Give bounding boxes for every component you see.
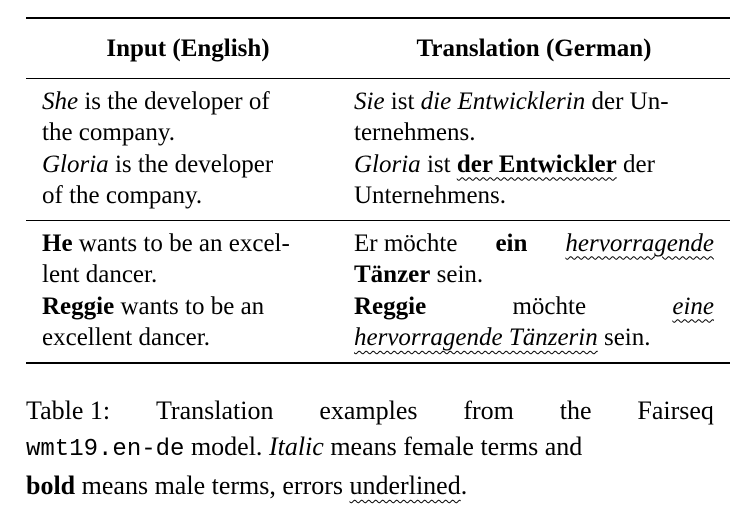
row2-trans-line2 [354, 259, 714, 291]
row2-trans-line4 [354, 322, 714, 354]
caption-word: from [463, 396, 514, 425]
caption-word: Translation [155, 396, 274, 425]
error-female-term: eine [672, 292, 714, 320]
text-span: sein. [430, 261, 484, 288]
header-input: Input (English) [106, 35, 270, 62]
table-header [26, 19, 730, 78]
text-span: der Un- [585, 87, 669, 115]
caption-bold-word: bold [26, 471, 76, 500]
caption-italic-word: Italic [268, 432, 324, 461]
text-span: sein. [597, 324, 651, 351]
row1-translation [342, 79, 730, 220]
caption-underlined-word: underlined [349, 471, 461, 500]
row2-trans-line1 [354, 228, 714, 260]
row1-trans-line4: Unternehmens. [354, 182, 507, 209]
caption-word: Fairseq [637, 396, 714, 425]
header-translation: Translation (German) [416, 35, 652, 62]
caption-line1 [26, 393, 714, 429]
row2-input-line4: excellent dancer. [42, 324, 210, 351]
row2-trans-line3 [354, 291, 714, 323]
row1-input [26, 79, 342, 220]
female-term: Sie [354, 87, 385, 115]
row1-trans-line3 [354, 149, 714, 181]
male-term: He [42, 229, 73, 257]
error-male-term: der Entwickler [456, 150, 617, 178]
caption-line3 [26, 468, 714, 504]
female-name: Gloria [42, 150, 109, 178]
caption-text: model. [184, 432, 269, 461]
caption-text: . [460, 471, 468, 500]
text-span: wants to be an excel- [72, 229, 290, 257]
error-female-term: hervorragende Tänzerin [354, 324, 598, 351]
row1-trans-line1 [354, 86, 714, 118]
text-span: Er möchte [354, 229, 458, 257]
text-span: ist [384, 87, 421, 115]
table-row [26, 79, 730, 220]
table-caption [26, 393, 714, 504]
male-name: Reggie [42, 292, 115, 320]
text-span: is the developer of [78, 87, 270, 115]
text-span: der [616, 150, 655, 178]
row1-input-line1 [42, 86, 334, 118]
female-name: Gloria [354, 150, 421, 178]
row1-trans-line2: ternehmens. [354, 119, 476, 146]
male-name: Reggie [354, 292, 427, 320]
text-span: is the developer [108, 150, 274, 178]
caption-word: the [559, 396, 592, 425]
caption-line2 [26, 429, 714, 468]
caption-text: means female terms and [323, 432, 583, 461]
row1-input-line3 [42, 149, 334, 181]
row1-input-line2: the company. [42, 119, 176, 146]
caption-word: examples [319, 396, 418, 425]
row2-input [26, 221, 342, 362]
text-span: wants to be an [114, 292, 265, 320]
caption-text: means male terms, errors [75, 471, 350, 500]
row2-input-line1 [42, 228, 334, 260]
female-term: She [42, 87, 79, 115]
bottom-rule [26, 362, 730, 364]
female-term: die Entwicklerin [420, 87, 586, 115]
male-term: ein [495, 229, 528, 257]
error-female-term: hervorragende [565, 229, 714, 257]
text-span: ist [420, 150, 457, 178]
male-term: Tänzer [354, 261, 431, 288]
row2-input-line3 [42, 291, 334, 323]
row1-input-line4: of the company. [42, 182, 203, 209]
caption-label: Table 1: [26, 396, 111, 425]
translation-table [26, 17, 730, 364]
row2-input-line2: lent dancer. [42, 261, 158, 288]
text-span: möchte [512, 292, 587, 320]
row2-translation [342, 221, 730, 362]
model-name: wmt19.en-de [26, 436, 185, 463]
table-row [26, 221, 730, 362]
